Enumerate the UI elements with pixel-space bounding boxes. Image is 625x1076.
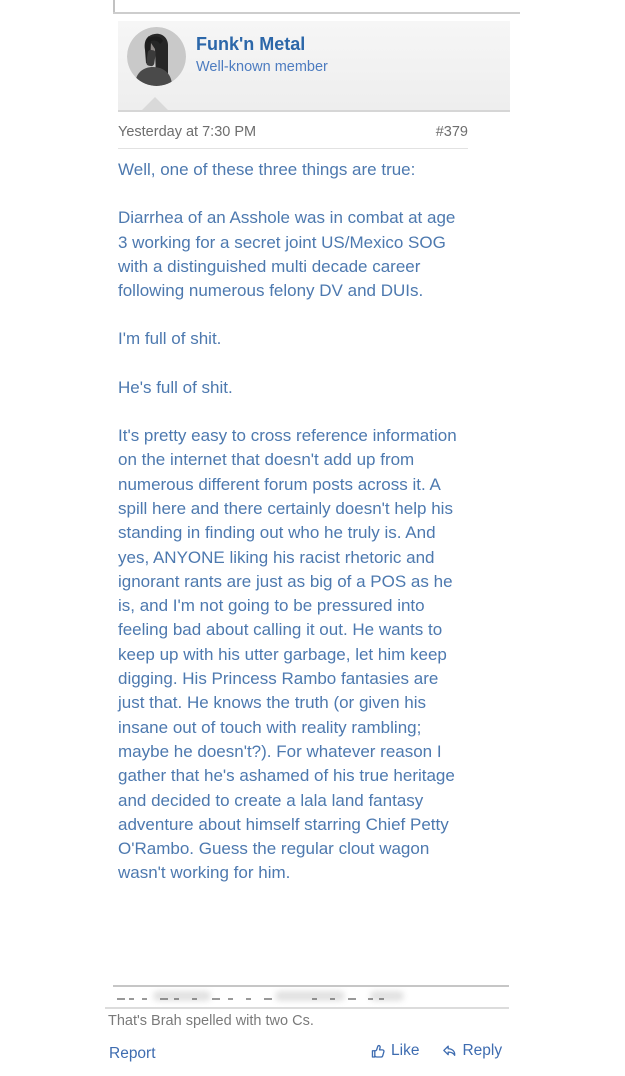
post-timestamp-link[interactable]: Yesterday at 7:30 PM [118, 124, 257, 140]
redaction-dash [160, 998, 168, 1000]
post-actions [370, 1042, 502, 1060]
signature-text: That's Brah spelled with two Cs. [108, 1013, 314, 1029]
avatar[interactable] [127, 27, 186, 86]
like-label: Like [391, 1042, 420, 1059]
redaction-dash [368, 998, 373, 1000]
redacted-signature-line [115, 988, 495, 1006]
previous-post-bottom-border [113, 12, 520, 14]
redaction-dash [212, 998, 220, 1000]
reply-arrow-icon [441, 1043, 458, 1060]
thumbs-up-icon [370, 1043, 387, 1060]
redaction-dash [117, 998, 125, 1000]
like-button[interactable] [370, 1042, 419, 1060]
redaction-dash [264, 998, 272, 1000]
report-link[interactable]: Report [109, 1045, 156, 1062]
redaction-dash [379, 998, 384, 1000]
post-header [118, 21, 510, 112]
author-member-title: Well-known member [196, 59, 328, 75]
message-body [118, 158, 468, 886]
header-pointer-triangle [142, 97, 168, 110]
redaction-dash [228, 998, 233, 1000]
redaction-dash [142, 998, 147, 1000]
body-paragraph: Diarrhea of an Asshole was in combat at age 3 working for a secret joint US/Mexico SOG with a distinguished multi decade career following numerous felony DV and DUIs. [118, 208, 456, 301]
author-username[interactable]: Funk'n Metal [196, 34, 306, 54]
body-paragraph: He's full of shit. [118, 377, 233, 397]
redaction-dash [330, 998, 335, 1000]
reply-label: Reply [462, 1042, 503, 1059]
body-paragraph: It's pretty easy to cross reference information on the internet that doesn't add up from numerous different forum posts across it. A spill here and there certainly doesn't help his standing in finding out who he truly is. And yes, ANYONE liking his racist rhetoric and ignorant rants are just as big of a POS as he is, and I'm not going to be pressured into feeling bad about calling it out. He wants to keep up with his utter garbage, let him keep digging. His Princess Rambo fantasies are just that. He knows the truth (or given his insane out of touch with reality rambling; maybe he doesn't?). For whatever reason I gather that he's ashamed of his true heritage and decided to create a lala land fantasy adventure about himself starring Chief Petty O'Rambo. Guess the regular clout wagon wasn't working for him. [118, 426, 457, 883]
redaction-blob [370, 991, 404, 1001]
redaction-dash [348, 998, 356, 1000]
post-number-link[interactable]: #379 [435, 124, 468, 140]
body-signature-divider [113, 985, 509, 987]
reply-button[interactable] [441, 1042, 502, 1060]
redaction-dash [174, 998, 179, 1000]
redaction-dash [129, 998, 134, 1000]
redaction-dash [312, 998, 317, 1000]
redaction-dash [246, 998, 251, 1000]
redaction-dash [192, 998, 197, 1000]
signature-divider [105, 1007, 509, 1009]
body-paragraph: I'm full of shit. [118, 329, 222, 349]
post-meta-row [118, 119, 468, 149]
avatar-image [127, 27, 186, 86]
body-paragraph: Well, one of these three things are true: [118, 160, 416, 179]
